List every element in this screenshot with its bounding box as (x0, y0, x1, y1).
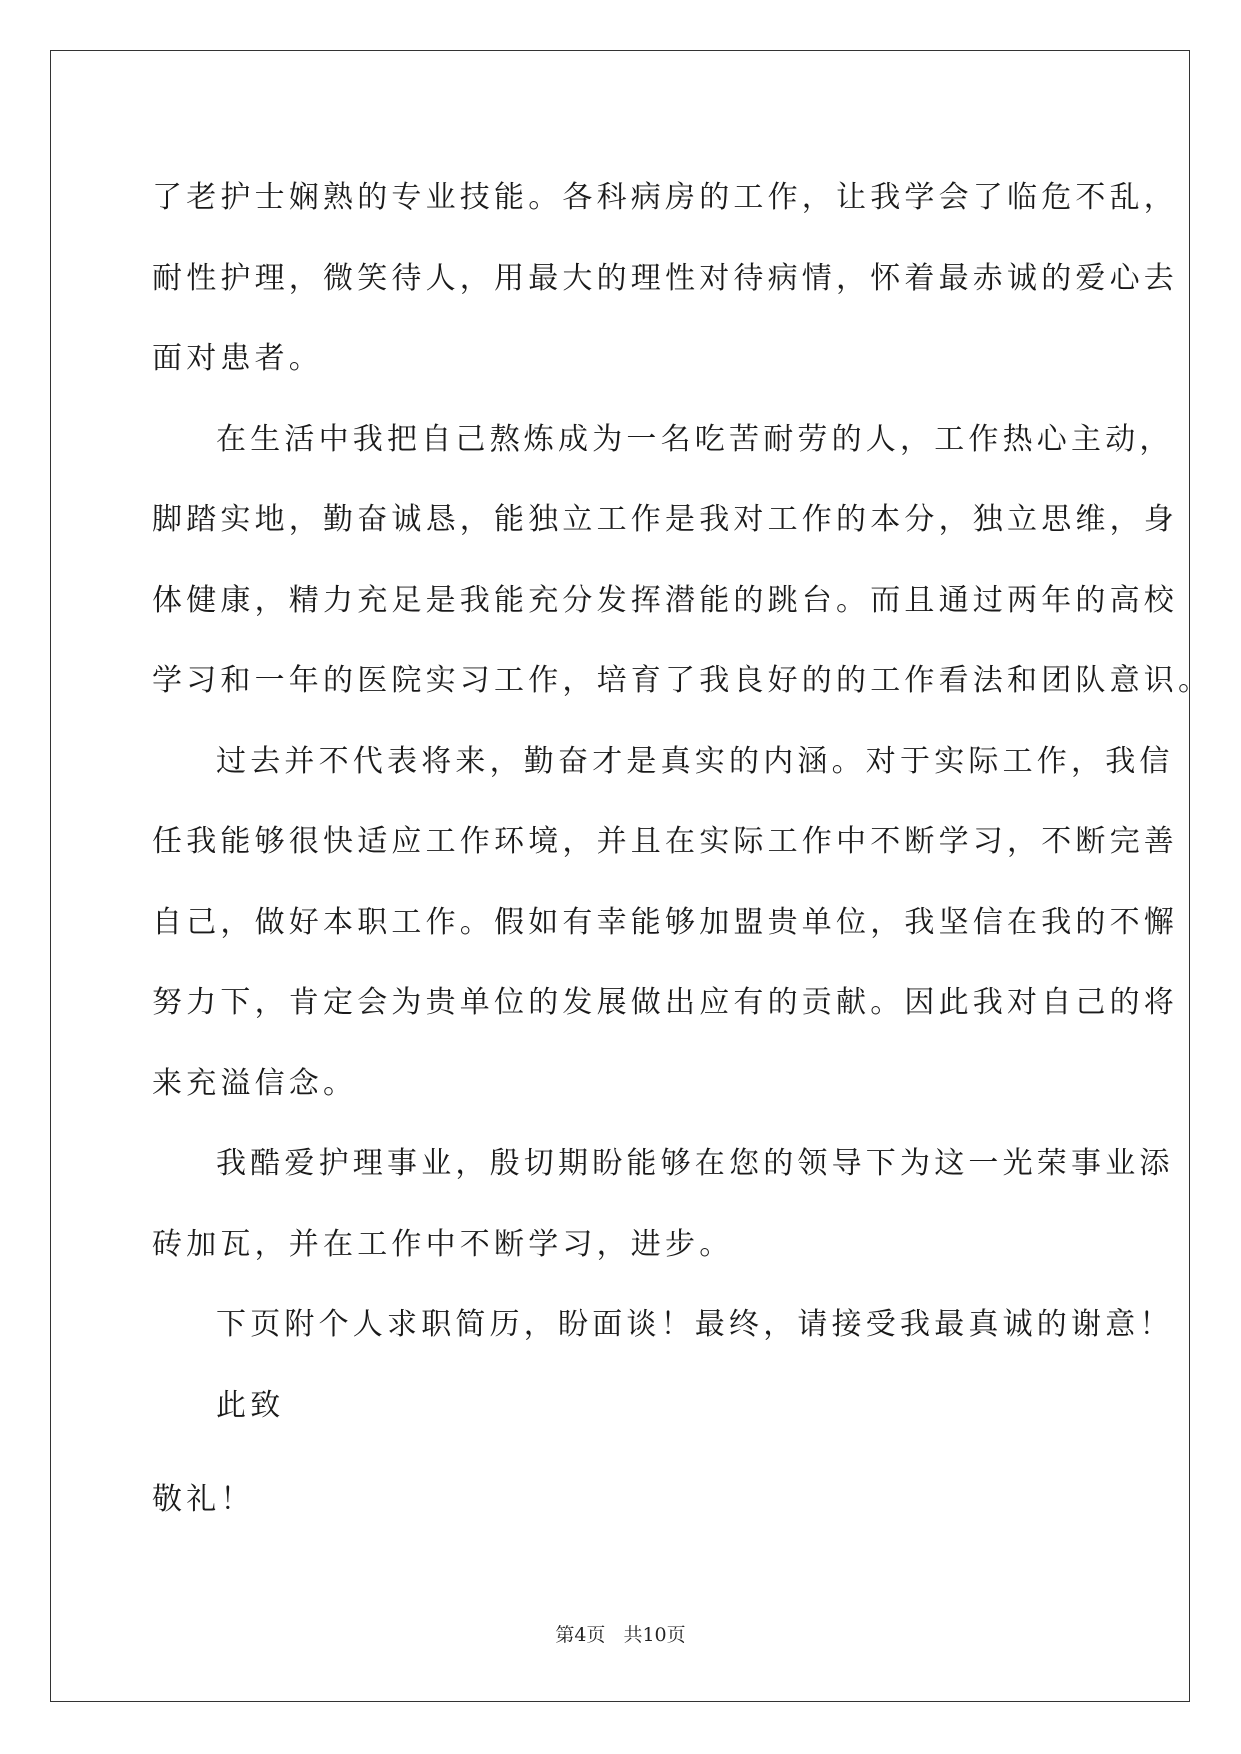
text-line: 学习和一年的医院实习工作，培育了我良好的的工作看法和团队意识。 (152, 663, 1213, 698)
text-line: 脚踏实地，勤奋诚恳，能独立工作是我对工作的本分，独立思维，身 (152, 502, 1178, 537)
text-line: 体健康，精力充足是我能充分发挥潜能的跳台。而且通过两年的高校 (152, 582, 1178, 618)
total-pages-label: 共10页 (623, 1624, 686, 1646)
closing-phrase: 此致 (216, 1387, 285, 1423)
text-line: 了老护士娴熟的专业技能。各科病房的工作，让我学会了临危不乱， (152, 180, 1178, 215)
text-line: 砖加瓦，并在工作中不断学习，进步。 (152, 1226, 734, 1262)
text-line: 努力下，肯定会为贵单位的发展做出应有的贡献。因此我对自己的将 (152, 985, 1178, 1020)
paragraph-start-line: 下页附个人求职简历，盼面谈！最终，请接受我最真诚的谢意！ (216, 1307, 1174, 1342)
text-line: 耐性护理，微笑待人，用最大的理性对待病情，怀着最赤诚的爱心去 (152, 260, 1178, 296)
paragraph-start-line: 过去并不代表将来，勤奋才是真实的内涵。对于实际工作，我信 (216, 743, 1174, 779)
text-line: 来充溢信念。 (152, 1065, 358, 1101)
paragraph-start-line: 我酷爱护理事业，殷切期盼能够在您的领导下为这一光荣事业添 (216, 1146, 1174, 1181)
page-number-footer (0, 1623, 1241, 1647)
text-line: 自己，做好本职工作。假如有幸能够加盟贵单位，我坚信在我的不懈 (152, 904, 1178, 940)
letter-body (152, 158, 1213, 1446)
text-line: 面对患者。 (152, 341, 323, 376)
paragraph-start-line: 在生活中我把自己熬炼成为一名吃苦耐劳的人，工作热心主动， (216, 421, 1174, 457)
salutation: 敬礼！ (152, 1482, 255, 1517)
current-page-label: 第4页 (555, 1624, 606, 1646)
text-line: 任我能够很快适应工作环境，并且在实际工作中不断学习，不断完善 (152, 824, 1178, 859)
